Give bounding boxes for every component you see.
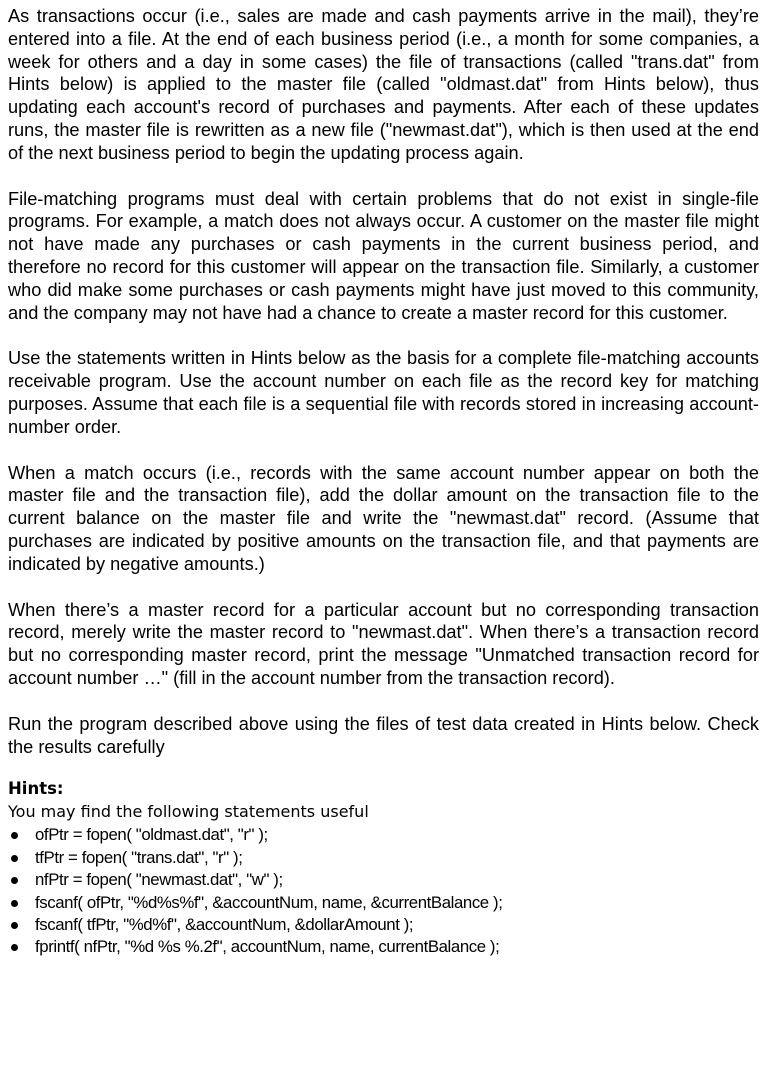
hint-code: ofPtr = fopen( "oldmast.dat", "r" ); [35,825,268,845]
bullet-icon [11,877,18,884]
list-item [8,824,759,846]
bullet-icon [11,900,18,907]
hints-heading: Hints: [8,779,64,799]
hint-code: nfPtr = fopen( "newmast.dat", "w" ); [35,870,283,890]
paragraph-run-program: Run the program described above using the files of test data created in Hints below. Check the results carefully [8,713,759,757]
hints-list [8,824,759,958]
document-page [8,5,759,959]
list-item [8,936,759,958]
list-item [8,892,759,914]
hint-code: fscanf( ofPtr, "%d%s%f", &accountNum, name, &currentBalance ); [35,892,503,912]
paragraph-match-occurs: When a match occurs (i.e., records with the same account number appear on both the master file and the transaction file), add the dollar amount on the transaction file to the current balance on the master file and write the "newmast.dat" record. (Assume that purchases are indicated by positive amounts on the transaction file, and that payments are indicated by negative amounts.) [8,462,759,574]
bullet-icon [11,922,18,929]
bullet-icon [11,944,18,951]
hint-code: tfPtr = fopen( "trans.dat", "r" ); [35,847,243,867]
hints-section [8,777,759,958]
hint-code: fscanf( tfPtr, "%d%f", &accountNum, &dollarAmount ); [35,914,414,934]
bullet-icon [11,832,18,839]
list-item [8,914,759,936]
list-item [8,847,759,869]
bullet-icon [11,855,18,862]
hint-code: fprintf( nfPtr, "%d %s %.2f", accountNum, name, currentBalance ); [35,937,500,957]
hints-intro: You may find the following statements useful [8,802,369,822]
paragraph-program-task: Use the statements written in Hints below as the basis for a complete file-matching accounts receivable program. Use the account number on each file as the record key for matching purposes. Assume that each file is a sequential file with records stored in increasing account-number order. [8,348,759,437]
paragraph-transactions: As transactions occur (i.e., sales are made and cash payments arrive in the mail), they’re entered into a file. At the end of each business period (i.e., a month for some companies, a week for others and a day in some cases) the file of transactions (called "trans.dat" from Hints below) is applied to the master file (called "oldmast.dat" from Hints below), thus updating each account's record of purchases and payments. After each of these updates runs, the master file is rewritten as a new file ("newmast.dat"), which is then used at the end of the next business period to begin the updating process again. [8,6,759,163]
list-item [8,869,759,891]
paragraph-file-matching-problems: File-matching programs must deal with certain problems that do not exist in single-file programs. For example, a match does not always occur. A customer on the master file might not have made any purchases or cash payments in the current business period, and therefore no record for this customer will appear on the transaction file. Similarly, a customer who did make some purchases or cash payments might have just moved to this community, and the company may not have had a chance to create a master record for this customer. [8,188,759,323]
paragraph-no-match: When there’s a master record for a particular account but no corresponding transaction record, merely write the master record to "newmast.dat". When there’s a transaction record but no corresponding master record, print the message "Unmatched transaction record for account number …" (fill in the account number from the transaction record). [8,599,759,688]
